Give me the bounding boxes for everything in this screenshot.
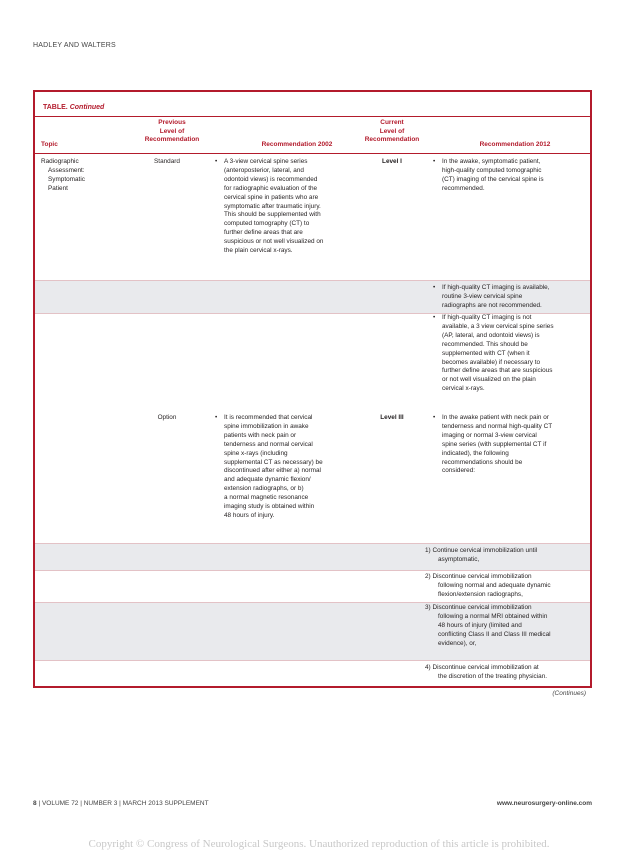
previous-level-cell: Option	[157, 414, 177, 421]
footer-volume: VOLUME 72 | NUMBER 3 | MARCH 2013 SUPPLEMENT	[41, 800, 209, 807]
topic-cell: Radiographic Assessment: Symptomatic Patient	[41, 158, 85, 192]
rec-2012-cell: 2) Discontinue cervical immobilization following normal and adequate dynamic flexion/extension radiographs,	[425, 573, 551, 598]
current-level-cell: Level I	[382, 158, 402, 165]
table-label: TABLE.	[43, 104, 68, 111]
table-row	[35, 154, 590, 280]
running-head: HADLEY AND WALTERS	[33, 42, 116, 49]
page-number: 8	[33, 800, 37, 807]
footer-separator: |	[38, 800, 42, 807]
rec-2012-cell: 4) Discontinue cervical immobilization at the discretion of the treating physician.	[425, 664, 548, 680]
table-title	[43, 104, 104, 111]
header-rec-2002: Recommendation 2002	[261, 141, 333, 148]
table-row	[35, 544, 590, 570]
header-rec-2012: Recommendation 2012	[479, 141, 551, 148]
table-row	[35, 571, 590, 602]
header-topic: Topic	[41, 141, 58, 148]
copyright-watermark: Copyright © Congress of Neurological Surgeons. Unauthorized reproduction of this article is prohibited.	[88, 838, 550, 850]
rec-2012-cell: • If high-quality CT imaging is available, routine 3-view cervical spine radiographs are not recommended.	[433, 284, 550, 309]
table-row	[35, 411, 590, 543]
table-label-suffix: Continued	[69, 104, 105, 111]
continues-note: (Continues)	[552, 690, 586, 697]
table-row	[35, 281, 590, 313]
table-row	[35, 661, 590, 688]
rec-2012-cell: 1) Continue cervical immobilization until asymptomatic,	[425, 547, 538, 563]
rec-2012-cell: 3) Discontinue cervical immobilization following a normal MRI obtained within 48 hours of injury (limited and conflicting Class II and Class III medical evidence), or,	[425, 604, 551, 647]
current-level-cell: Level III	[380, 414, 404, 421]
rec-2012-cell: • In the awake, symptomatic patient, high-quality computed tomographic (CT) imaging of the cervical spine is recommended.	[433, 158, 544, 192]
rec-2002-cell: • It is recommended that cervical spine immobilization in awake patients with neck pain or tenderness and normal cervical spine x-rays (including supplemental CT as necessary) be discontinued after either a) normal and adequate dynamic flexion/ extension radiographs, or b) a normal magnetic resonance imaging study is obtained within 48 hours of injury.	[215, 414, 323, 519]
previous-level-cell: Standard	[154, 158, 180, 165]
recommendation-table	[33, 90, 592, 688]
table-row	[35, 603, 590, 660]
title-rule	[35, 116, 590, 117]
rec-2002-cell: • A 3-view cervical spine series (anteroposterior, lateral, and odontoid views) is recommended for radiographic evaluation of the cervical spine in patients who are symptomatic after traumatic injury. This should be supplemented with computed tomography (CT) to further define areas that are suspicious or not well visualized on the plain cervical x-rays.	[215, 158, 324, 255]
rec-2012-cell: • If high-quality CT imaging is not available, a 3 view cervical spine series (AP, lateral, and odontoid views) is recommended. This should be supplemented with CT (when it becomes available) if necessary to further define areas that are suspicious or not well visualized on the plain cervical x-rays.	[433, 314, 554, 393]
footer-citation	[33, 800, 209, 807]
table-row	[35, 314, 590, 411]
rec-2012-cell: • In the awake patient with neck pain or tenderness and normal high-quality CT imaging or normal 3-view cervical spine series (with supplemental CT if indicated), the following recommendations should be considered:	[433, 414, 553, 475]
header-previous-level: Previous Level of Recommendation	[144, 119, 200, 143]
footer-website: www.neurosurgery-online.com	[496, 800, 592, 807]
header-current-level: Current Level of Recommendation	[364, 119, 420, 143]
